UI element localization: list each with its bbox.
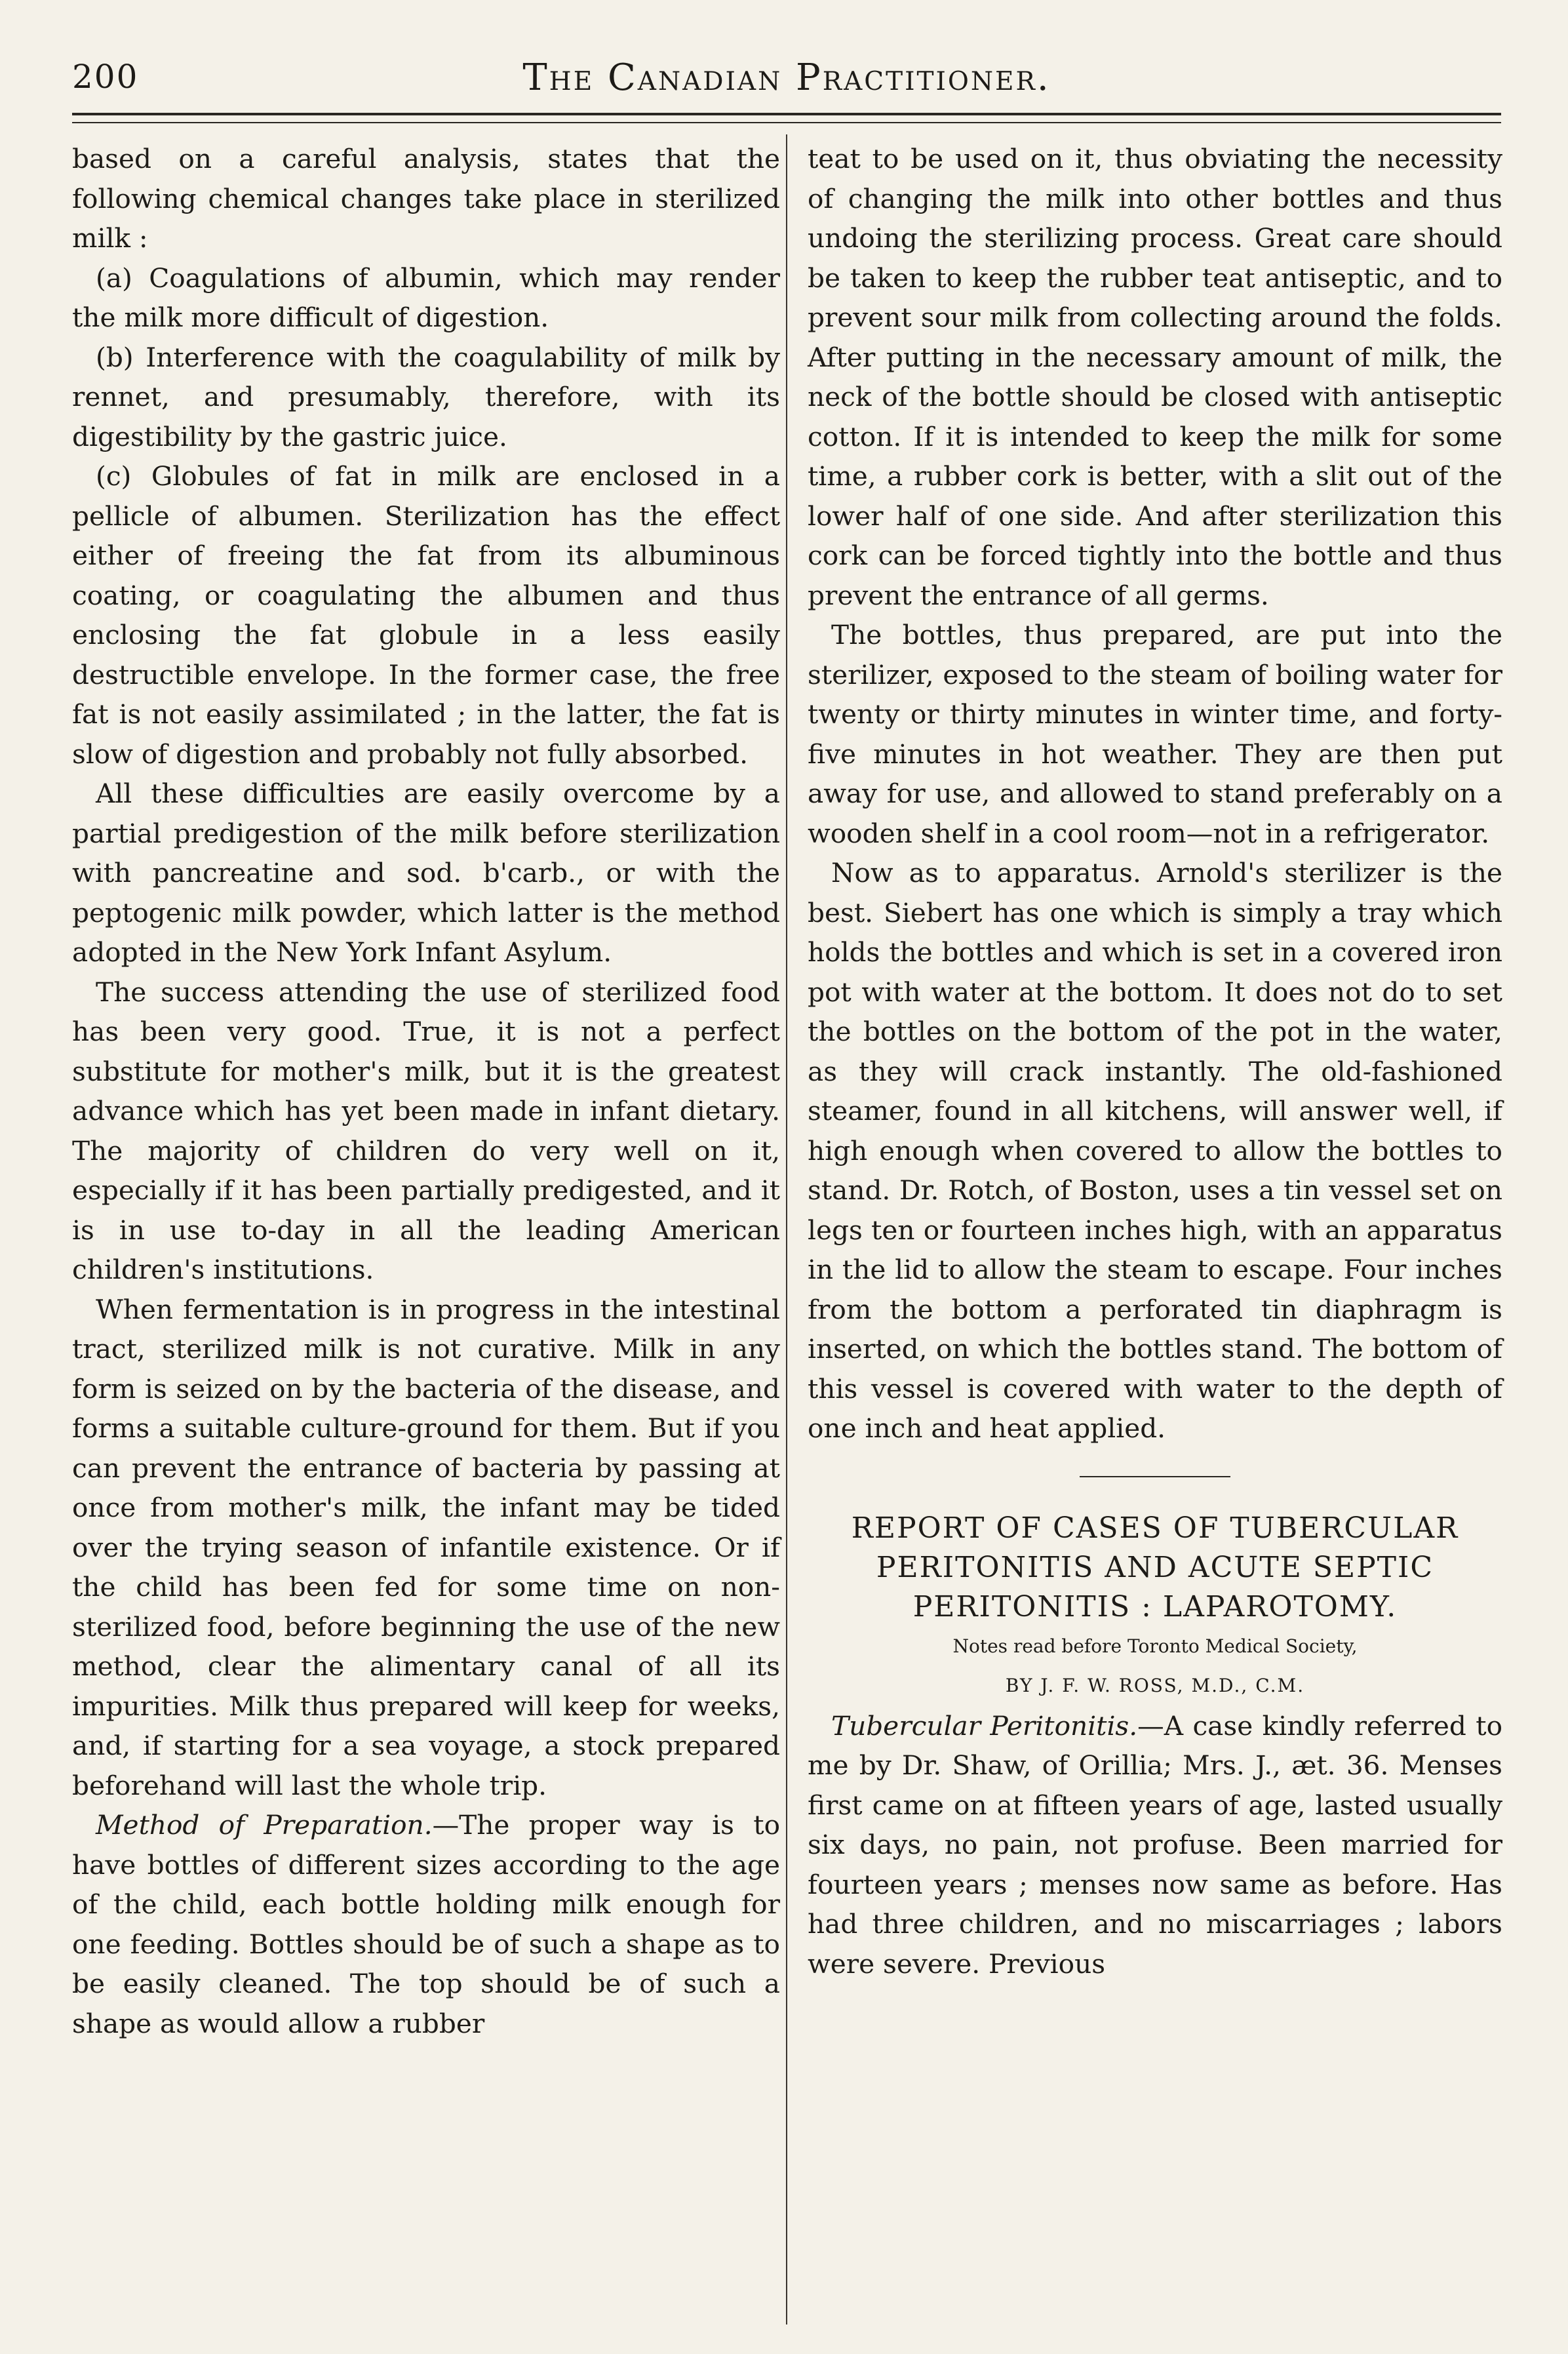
paragraph-text: —A case kindly referred to me by Dr. Shaw, of Orillia; Mrs. J., æt. 36. Menses first came on at fifteen years of age, lasted usually six days, no pain, not profuse. Been married for fourteen years ; menses now same as before. Has had three children, and no miscarriages ; labors were severe. Previous [808, 1709, 1502, 1980]
report-note: Notes read before Toronto Medical Society, [952, 1635, 1358, 1657]
paragraph: The bottles, thus prepared, are put into the sterilizer, exposed to the steam of boiling water for twenty or thirty minutes in winter time, and forty-five minutes in hot weather. They are then put away for use, and allowed to stand preferably on a wooden shelf in a cool room—not in a refrigerator. [808, 619, 1502, 849]
right-column [808, 139, 1502, 1984]
paragraph: All these difficulties are easily overcome by a partial predigestion of the milk before sterilization with pancreatine and sod. b'carb., or with the peptogenic milk powder, which latter is the method adopted in the New York Infant Asylum. [72, 778, 780, 968]
journal-title: The Canadian Practitioner. [522, 56, 1051, 99]
page-number: 200 [72, 58, 139, 96]
paragraph: Now as to apparatus. Arnold's sterilizer is the best. Siebert has one which is simply a tray which holds the bottles and which is set in a covered iron pot with water at the bottom. It does not do to set the bottles on the bottom of the pot in the water, as they will crack instantly. The old-fashioned steamer, found in all kitchens, will answer well, if high enough when covered to allow the bottles to stand. Dr. Rotch, of Boston, uses a tin vessel set on legs ten or fourteen inches high, with an apparatus in the lid to allow the steam to escape. Four inches from the bottom a perforated tin diaphragm is inserted, on which the bottles stand. The bottom of this vessel is covered with water to the depth of one inch and heat applied. [808, 857, 1502, 1444]
column-divider [786, 134, 787, 2324]
paragraph: When fermentation is in progress in the intestinal tract, sterilized milk is not curative. Milk in any form is seized on by the bacteria of the disease, and forms a suitable culture-ground for them. But if you can prevent the entrance of bacteria by passing at once from mother's milk, the infant may be tided over the trying season of infantile existence. Or if the child has been fed for some time on non-sterilized food, before beginning the use of the new method, clear the alimentary canal of all its impurities. Milk thus prepared will keep for weeks, and, if starting for a sea voyage, a stock prepared beforehand will last the whole trip. [72, 1293, 780, 1801]
section-heading: Tubercular Peritonitis. [831, 1709, 1138, 1742]
paragraph [72, 1805, 780, 2043]
paragraph: (a) Coagulations of albumin, which may render the milk more difficult of digestion. [72, 262, 780, 333]
page-header [72, 51, 1501, 110]
header-rule-thin [72, 122, 1501, 123]
paragraph: (b) Interference with the coagulability of milk by rennet, and presumably, therefore, with its digestibility by the gastric juice. [72, 341, 780, 452]
paragraph: The success attending the use of sterilized food has been very good. True, it is not a perfect substitute for mother's milk, but it is the greatest advance which has yet been made in infant dietary. The majority of children do very well on it, especially if it has been partially predigested, and it is in use to-day in all the leading American children's institutions. [72, 976, 780, 1285]
paragraph: (c) Globules of fat in milk are enclosed in a pellicle of albumen. Sterilization has the effect either of freeing the fat from its albuminous coating, or coagulating the albumen and thus enclosing the fat globule in a less easily destructible envelope. In the former case, the free fat is not easily assimilated ; in the latter, the fat is slow of digestion and probably not fully absorbed. [72, 460, 780, 770]
paragraph: based on a careful analysis, states that the following chemical changes take place in sterilized milk : [72, 143, 780, 254]
paragraph-text: —The proper way is to have bottles of different sizes according to the age of the child, each bottle holding milk enough for one feeding. Bottles should be of such a shape as to be easily cleaned. The top should be of such a shape as would allow a rubber [72, 1809, 780, 2039]
paragraph: teat to be used on it, thus obviating the necessity of changing the milk into other bottles and thus undoing the sterilizing process. Great care should be taken to keep the rubber teat antiseptic, and to prevent sour milk from collecting around the folds. After putting in the necessary amount of milk, the neck of the bottle should be closed with antiseptic cotton. If it is intended to keep the milk for some time, a rubber cork is better, with a slit out of the lower half of one side. And after sterilization this cork can be forced tightly into the bottle and thus prevent the entrance of all germs. [808, 143, 1502, 611]
report-author: BY J. F. W. ROSS, M.D., C.M. [1005, 1675, 1305, 1696]
header-rule [72, 113, 1501, 115]
left-column [72, 139, 780, 2043]
section-heading: Method of Preparation. [96, 1809, 433, 1841]
paragraph [808, 1706, 1502, 1984]
section-separator [1080, 1476, 1230, 1477]
report-title: REPORT OF CASES OF TUBERCULAR PERITONITIS AND ACUTE SEPTIC PERITONITIS : LAPAROTOMY. [851, 1511, 1459, 1624]
